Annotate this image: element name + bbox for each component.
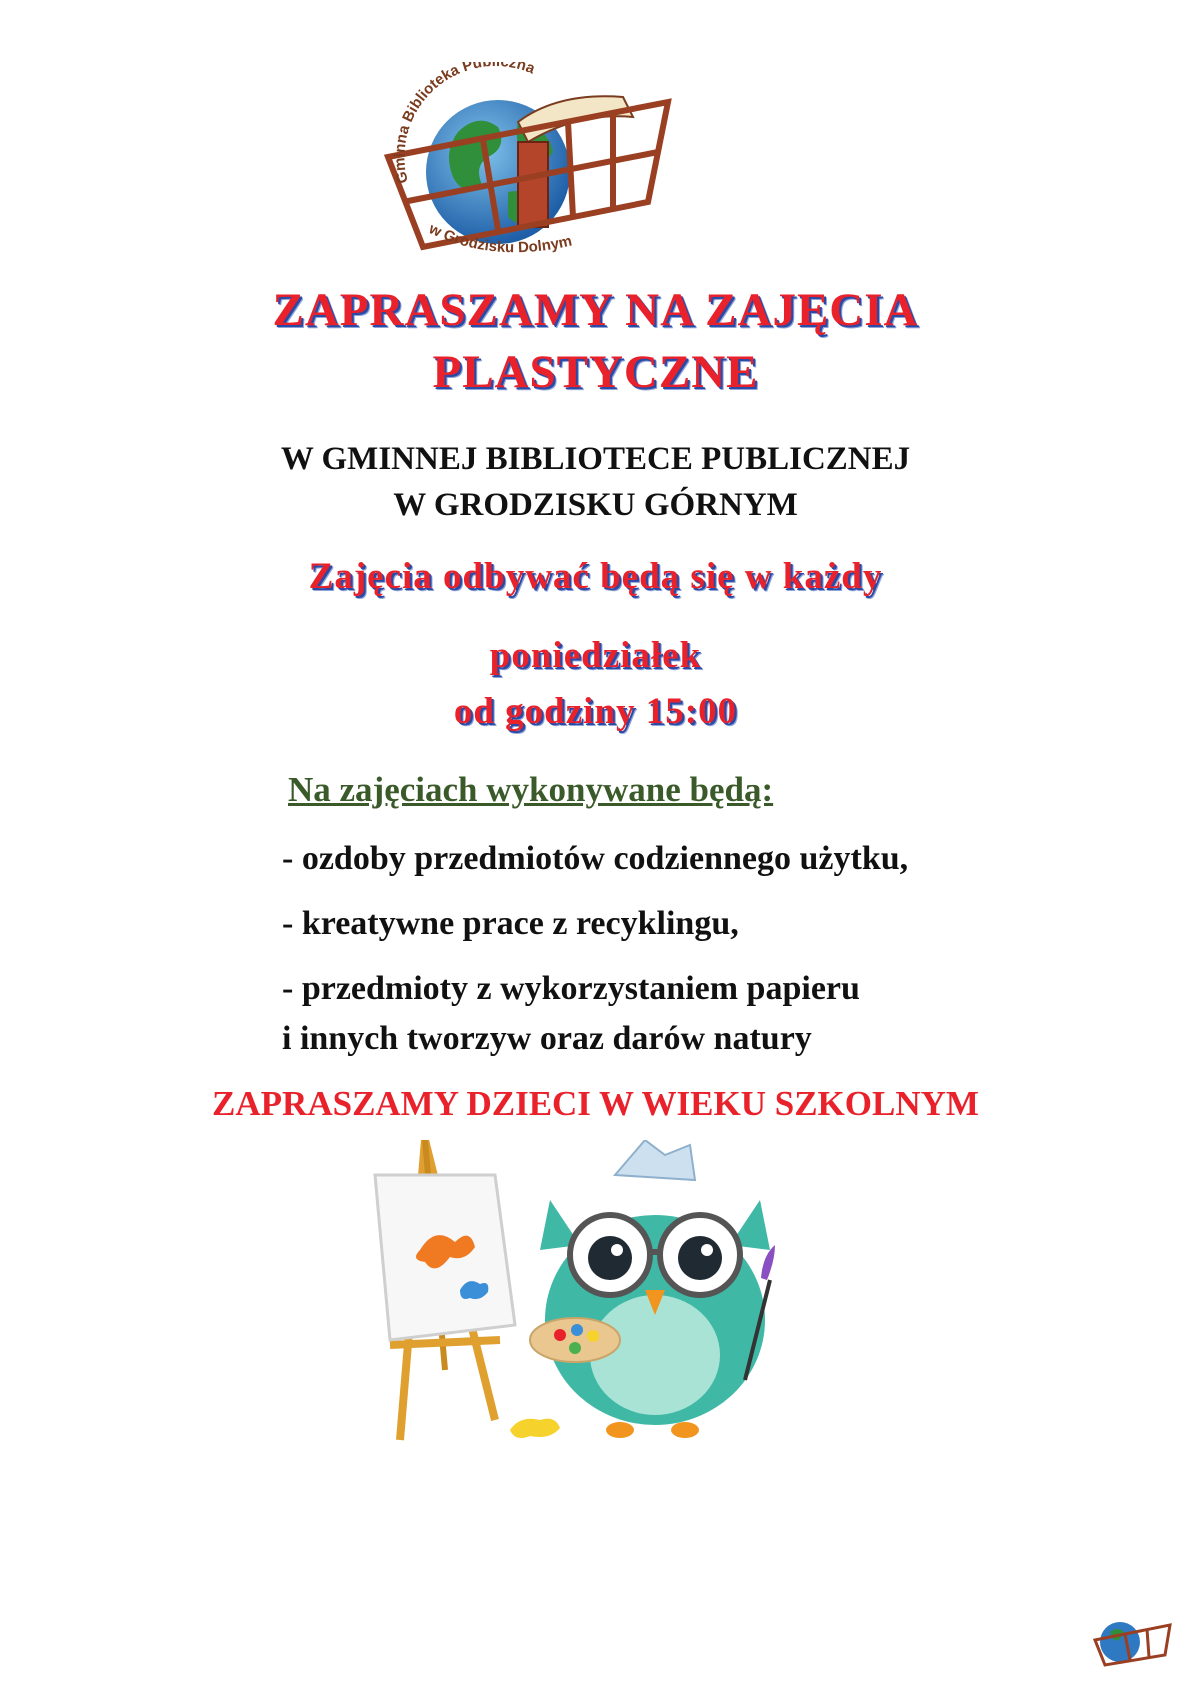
easel-icon	[375, 1140, 560, 1440]
venue-line1: W GMINNEJ BIBLIOTECE PUBLICZNEJ	[280, 441, 911, 477]
library-logo	[368, 62, 688, 272]
logo-bottom-text: w Grodzisku Dolnym	[426, 220, 574, 257]
schedule-line1: Zajęcia odbywać będą się w każdy	[308, 556, 883, 597]
paper-hat-icon	[615, 1140, 695, 1180]
owl-painter-illustration	[365, 1140, 835, 1455]
owl-icon	[530, 1140, 775, 1438]
footer-invite: ZAPRASZAMY DZIECI W WIEKU SZKOLNYM	[212, 1084, 979, 1123]
globe-icon	[1100, 1622, 1140, 1662]
schedule-day: poniedziałek	[489, 635, 702, 676]
activity-item: - przedmioty z wykorzystaniem papieru	[282, 970, 860, 1007]
venue-line2: W GRODZISKU GÓRNYM	[393, 487, 798, 523]
headline-line2: PLASTYCZNE	[432, 346, 759, 398]
activity-item-continuation: i innych tworzyw oraz darów natury	[282, 1020, 812, 1057]
activity-item: - ozdoby przedmiotów codziennego użytku,	[282, 840, 909, 877]
activities-heading: Na zajęciach wykonywane będą:	[288, 770, 774, 809]
schedule-time: od godziny 15:00	[453, 691, 738, 732]
headline-line1: ZAPRASZAMY NA ZAJĘCIA	[272, 284, 919, 336]
activity-item: - kreatywne prace z recyklingu,	[282, 905, 739, 942]
logo-top-text: Gminna Biblioteka Pu zna	[391, 62, 538, 185]
paint-puddle-icon	[510, 1419, 560, 1438]
corner-logo	[1085, 1610, 1175, 1670]
